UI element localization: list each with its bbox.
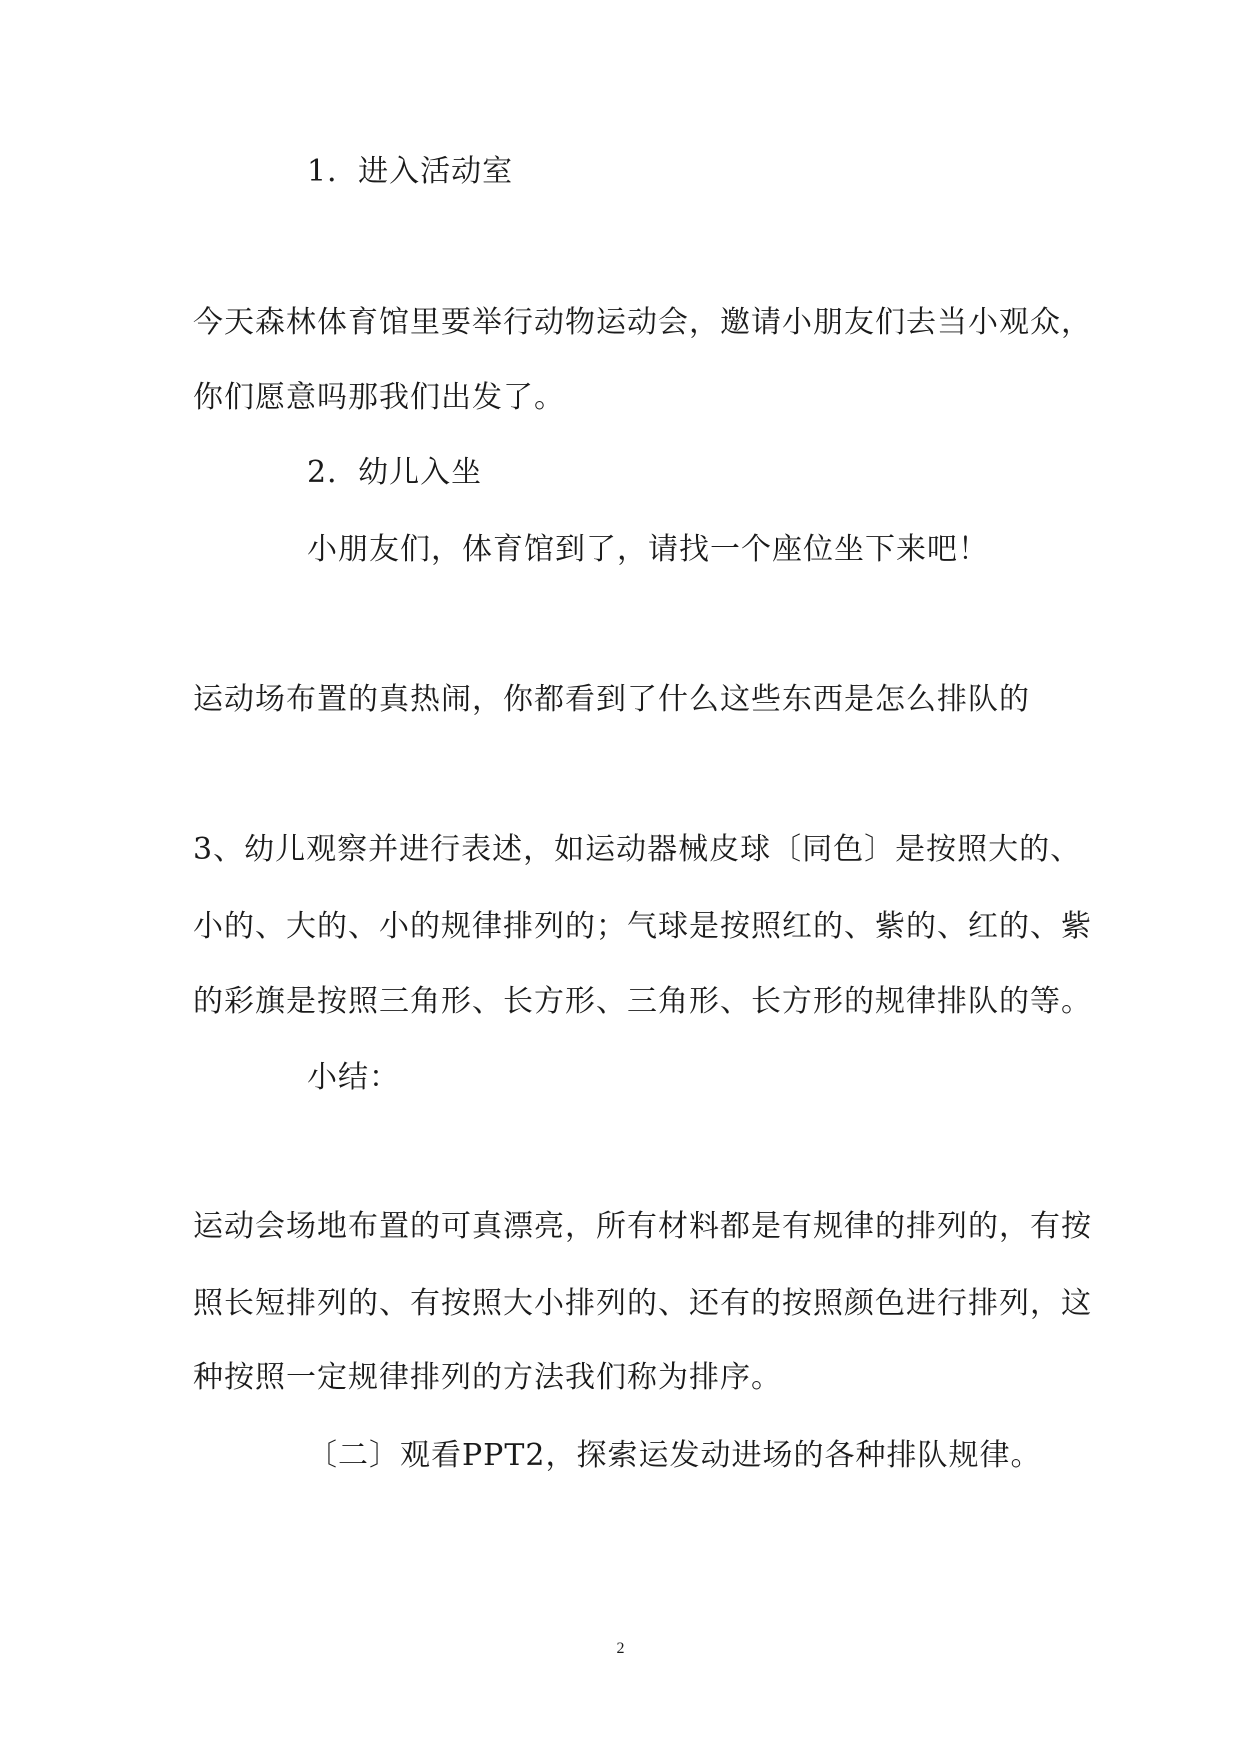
paragraph-line: 你们愿意吗那我们出发了。 [193, 380, 565, 415]
paragraph-line: 的彩旗是按照三角形、长方形、三角形、长方形的规律排队的等。 [193, 984, 1092, 1019]
section-heading-ppt2: 〔二〕观看PPT2，探索运发动进场的各种排队规律。 [307, 1438, 1042, 1473]
paragraph-line: 小的、大的、小的规律排列的；气球是按照红的、紫的、红的、紫 [193, 909, 1092, 944]
paragraph-line: 运动场布置的真热闹，你都看到了什么这些东西是怎么排队的 [193, 682, 1030, 717]
heading-enter-activity-room: 1．进入活动室 [307, 154, 514, 189]
paragraph-line: 小朋友们，体育馆到了，请找一个座位坐下来吧！ [307, 532, 989, 567]
paragraph-line: 照长短排列的、有按照大小排列的、还有的按照颜色进行排列，这 [193, 1286, 1092, 1321]
heading-children-seated: 2．幼儿入坐 [307, 455, 483, 490]
paragraph-line: 3、幼儿观察并进行表述，如运动器械皮球〔同色〕是按照大的、 [193, 832, 1082, 867]
paragraph-line: 运动会场地布置的可真漂亮，所有材料都是有规律的排列的，有按 [193, 1209, 1092, 1244]
paragraph-line: 种按照一定规律排列的方法我们称为排序。 [193, 1360, 782, 1395]
heading-summary: 小结： [307, 1060, 400, 1095]
paragraph-line: 今天森林体育馆里要举行动物运动会，邀请小朋友们去当小观众， [193, 305, 1092, 340]
page-number: 2 [616, 1640, 625, 1657]
